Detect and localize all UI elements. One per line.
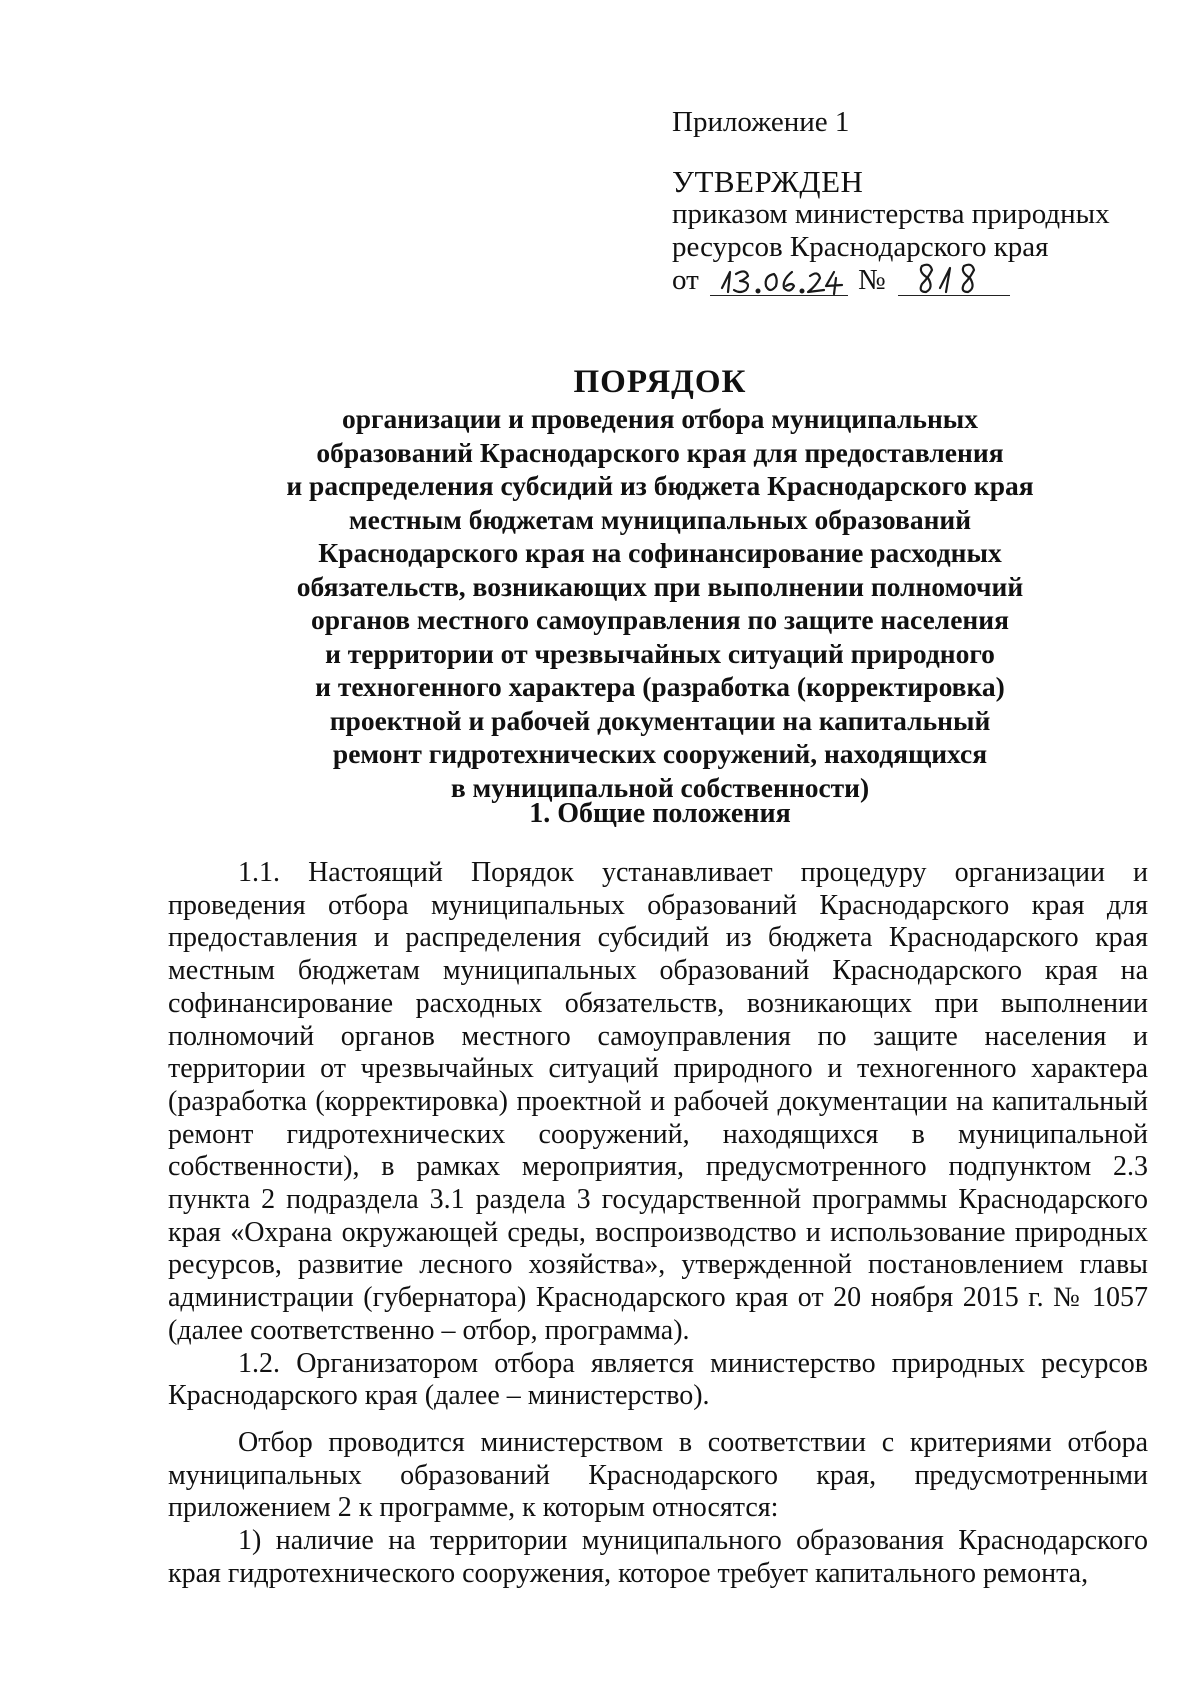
paragraph-1-1: 1.1. Настоящий Порядок устанавливает процедуру организации и проведения отбора муниципальных образований Краснодарского края для предоставления и распределения субсидий из бюджета Краснодарского края местным бюджетам муниципальных образований Краснодарского края на софинансирование расходных обязательств, возникающих при выполнении полномочий органов местного самоуправления по защите населения и территории от чрезвычайных ситуаций природного и техногенного характера (разработка (корректировка) проектной и рабочей документации на капитальный ремонт гидротехнических сооружений, находящихся в муниципальной собственности), в рамках мероприятия, предусмотренного подпунктом 2.3 пункта 2 подраздела 3.1 раздела 3 государственной программы Краснодарского края «Охрана окружающей среды, воспроизводство и использование природных ресурсов, развитие лесного хозяйства», утвержденной постановлением главы администрации (губернатора) Краснодарского края от 20 ноября 2015 г. № 1057 (далее соответственно – отбор, программа). <box>168 857 1148 1346</box>
body-text <box>168 857 1148 1590</box>
order-reference-line <box>672 264 1092 302</box>
section-heading: 1. Общие положения <box>529 798 791 829</box>
from-prefix: от <box>672 264 699 296</box>
approval-block <box>672 106 1110 302</box>
title-subtitle-line: Краснодарского края на софинансирование расходных <box>318 537 1002 568</box>
title-subtitle-line: местным бюджетам муниципальных образований <box>348 503 972 535</box>
handwritten-date <box>714 258 846 300</box>
paragraph-selection: Отбор проводится министерством в соответствии с критериями отбора муниципальных образований Краснодарского края, предусмотренными приложением 2 к программе, к которым относятся: <box>168 1426 1148 1524</box>
title-subtitle-line: обязательств, возникающих при выполнении полномочий <box>296 570 1024 602</box>
title-subtitle-line: органов местного самоуправления по защите населения <box>311 604 1009 635</box>
approved-stamp-text: УТВЕРЖДЕН <box>672 164 864 199</box>
title-subtitle-line: и распределения субсидий из бюджета Краснодарского края <box>286 470 1034 501</box>
appendix-label: Приложение 1 <box>672 106 850 138</box>
title-subtitle-line: и техногенного характера (разработка (корректировка) <box>315 671 1005 702</box>
title-subtitle-line: проектной и рабочей документации на капитальный <box>329 704 991 736</box>
title-subtitle-line: в муниципальной собственности) <box>450 771 870 803</box>
handwritten-number <box>910 258 990 300</box>
title-subtitle-line: организации и проведения отбора муниципальных <box>341 403 979 434</box>
number-sign: № <box>858 264 886 296</box>
document-title <box>130 362 1190 804</box>
paragraph-gap <box>168 1413 1148 1427</box>
paragraph-1-2: 1.2. Организатором отбора является министерство природных ресурсов Краснодарского края (далее – министерство). <box>168 1347 1148 1412</box>
title-subtitle-line: ремонт гидротехнических сооружений, находящихся <box>332 738 988 769</box>
title-subtitle-line: и территории от чрезвычайных ситуаций природного <box>325 637 995 669</box>
approval-line-2: ресурсов Краснодарского края <box>672 231 1049 263</box>
title-main: ПОРЯДОК <box>573 364 747 400</box>
paragraph-criterion-1: 1) наличие на территории муниципального образования Краснодарского края гидротехнического сооружения, которое требует капитального ремонта, <box>168 1525 1148 1589</box>
title-subtitle-line: образований Краснодарского края для предоставления <box>316 436 1004 468</box>
approval-line-1: приказом министерства природных <box>672 198 1110 230</box>
